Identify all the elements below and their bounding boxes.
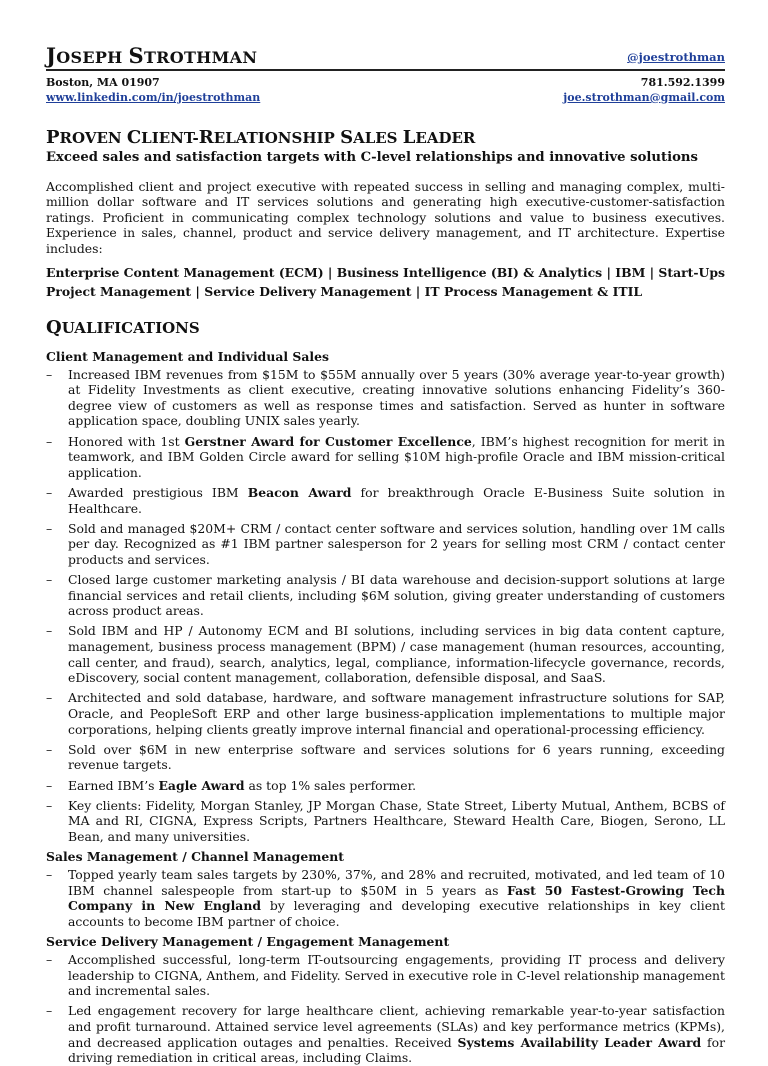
bullet-text: Accomplished successful, long-term IT-outsourcing engagements, providing IT process and delivery leadership to CIGNA, Anthem, and Fidelity. Served in executive role in C-level relationship management and incremental sales. [68, 952, 725, 999]
name-initial: S [128, 43, 144, 68]
bullet-text: , IBM’s highest recognition for merit in teamwork, and IBM Golden Circle award for selling $10M high-profile Oracle and IBM mission-critical application. [68, 433, 725, 480]
bullet-text: Increased IBM revenues from $15M to $55M annually over 5 years (30% average year-to-year growth) at Fidelity Investments as client executive, creating innovative solutions enhancing Fidelity’s 360-degree view of customers as well as response times and satisfaction. Served as hunter in software application space, doubling UNIX sales yearly. [68, 366, 725, 429]
bullet-item [46, 367, 725, 429]
section-title: Client Management and Individual Sales [46, 348, 329, 364]
twitter-link[interactable]: @joestrothman [627, 50, 725, 64]
headline-rest: EADER [415, 128, 476, 147]
bullet-text: Sold and managed $20M+ CRM / contact center software and services solution, handling over 1M calls per day. Recognized as #1 IBM partner salesperson for 2 years for selling most CRM / contact center products and services. [68, 520, 725, 567]
phone: 781.592.1399 [640, 75, 725, 89]
heading-rest: UALIFICATIONS [61, 318, 200, 337]
bullet-item [46, 1003, 725, 1065]
email-link[interactable]: joe.strothman@gmail.com [563, 90, 725, 104]
headline-initial: L [402, 126, 416, 148]
bullet-text: by leveraging and developing executive relationships in key client accounts to become IBM partner of choice. [68, 898, 725, 929]
heading-initial: Q [46, 316, 62, 338]
contact-row-2 [46, 90, 725, 105]
bullet-text: Closed large customer marketing analysis / BI data warehouse and decision-support solutions at large financial services and retail clients, including $6M solution, giving greater understanding of customers across product areas. [68, 572, 725, 619]
headline-initial: P [46, 126, 60, 148]
name-initial: J [46, 43, 57, 68]
qualifications-heading [46, 316, 725, 338]
bullet-emphasis: Eagle Award [158, 777, 245, 793]
headline-rest: ROVEN [59, 128, 122, 147]
qual-section-client-management [46, 349, 725, 845]
bullet-item [46, 521, 725, 568]
qual-section-sales-management [46, 849, 725, 929]
bullet-item [46, 742, 725, 773]
bullet-item [46, 798, 725, 845]
qual-section-service-delivery [46, 934, 725, 1066]
headline-initial: C [126, 126, 142, 148]
bullet-text: for breakthrough Oracle E-Business Suite solution in Healthcare. [68, 484, 725, 516]
bullet-text: for driving remediation in critical areas, including Claims. [68, 1034, 725, 1066]
bullet-emphasis: Gerstner Award for Customer Excellence [184, 433, 472, 449]
location: Boston, MA 01907 [46, 75, 160, 89]
bullet-item [46, 623, 725, 685]
bullet-text: Key clients: Fidelity, Morgan Stanley, JP Morgan Chase, State Street, Liberty Mutual, Anthem, BCBS of MA and RI, CIGNA, Express Scripts, Partners Healthcare, Steward Health Care, Biogen, Serono, LL Bean, and many universities. [68, 797, 725, 844]
section-title: Sales Management / Channel Management [46, 849, 344, 865]
bullet-item [46, 434, 725, 481]
headline-rest: LIENT- [141, 128, 199, 147]
bullet-text: Awarded prestigious IBM [68, 484, 248, 500]
bullet-item [46, 952, 725, 999]
candidate-name [46, 43, 258, 68]
name-rest: TROTHMAN [143, 48, 258, 67]
headline [46, 126, 725, 148]
headline-initial: S [340, 126, 354, 148]
contact-row-1 [46, 75, 725, 90]
bullet-list [46, 952, 725, 1066]
expertise-list [46, 263, 725, 301]
bullet-text: Topped yearly team sales targets by 230%, 37%, and 28% and recruited, motivated, and led team of 10 IBM channel salespeople from start-up to $50M in 5 years as [68, 867, 725, 898]
bullet-text: Honored with 1st [68, 433, 185, 449]
section-title: Service Delivery Management / Engagement Management [46, 934, 450, 950]
bullet-text: Sold over $6M in new enterprise software and services solutions for 6 years running, exceeding revenue targets. [68, 741, 725, 773]
bullet-item [46, 485, 725, 516]
bullet-emphasis: Fast 50 Fastest-Growing Tech Company in New England [68, 882, 725, 914]
linkedin-link[interactable]: www.linkedin.com/in/joestrothman [46, 90, 261, 104]
bullet-text: Sold IBM and HP / Autonomy ECM and BI solutions, including services in big data content capture, management, business process management (BPM) / case management (human resources, accounting, call center, and fraud), search, analytics, legal, compliance, information-lifecycle governance, records, eDiscovery, social content management, collaboration, defensible disposal, and SaaS. [68, 623, 725, 686]
expertise-line: Project Management | Service Delivery Management | IT Process Management & ITIL [46, 283, 643, 299]
bullet-text: as top 1% sales performer. [244, 777, 417, 793]
bullet-emphasis: Beacon Award [247, 484, 352, 500]
bullet-list [46, 867, 725, 929]
bullet-item [46, 690, 725, 737]
bullet-item [46, 778, 725, 794]
headline-initial: R [198, 126, 214, 148]
bullet-item [46, 572, 725, 619]
bullet-list [46, 367, 725, 845]
summary-paragraph: Accomplished client and project executive with repeated success in selling and managing complex, multi-million dollar software and IT services solutions and generating high executive-customer-satisfaction ratings. Proficient in communicating complex technology solutions and value to business executives. Experience in sales, channel, product and service delivery management, and IT architecture. Expertise includes: [46, 178, 725, 256]
bullet-text: Led engagement recovery for large healthcare client, achieving remarkable year-to-year satisfaction and profit turnaround. Attained service level agreements (SLAs) and key performance metrics (KPMs), and decreased application outages and penalties. Received [68, 1003, 725, 1050]
headline-rest: ELATIONSHIP [213, 128, 335, 147]
header-top-row [46, 43, 725, 68]
bullet-emphasis: Systems Availability Leader Award [457, 1034, 702, 1050]
headline-rest: ALES [353, 128, 398, 147]
name-rest: OSEPH [56, 48, 123, 67]
bullet-text: Architected and sold database, hardware, and software management infrastructure solutions for SAP, Oracle, and PeopleSoft ERP and other large business-application implementations to multiple major corporations, helping clients greatly improve internal financial and operational-processing efficiency. [68, 690, 725, 737]
bullet-item [46, 867, 725, 929]
expertise-line: Enterprise Content Management (ECM) | Business Intelligence (BI) & Analytics | IBM | Start-Ups [46, 264, 725, 280]
bullet-text: Earned IBM’s [68, 777, 159, 793]
header-rule [46, 69, 725, 71]
headline-subtitle: Exceed sales and satisfaction targets with C-level relationships and innovative solutions [46, 149, 698, 165]
